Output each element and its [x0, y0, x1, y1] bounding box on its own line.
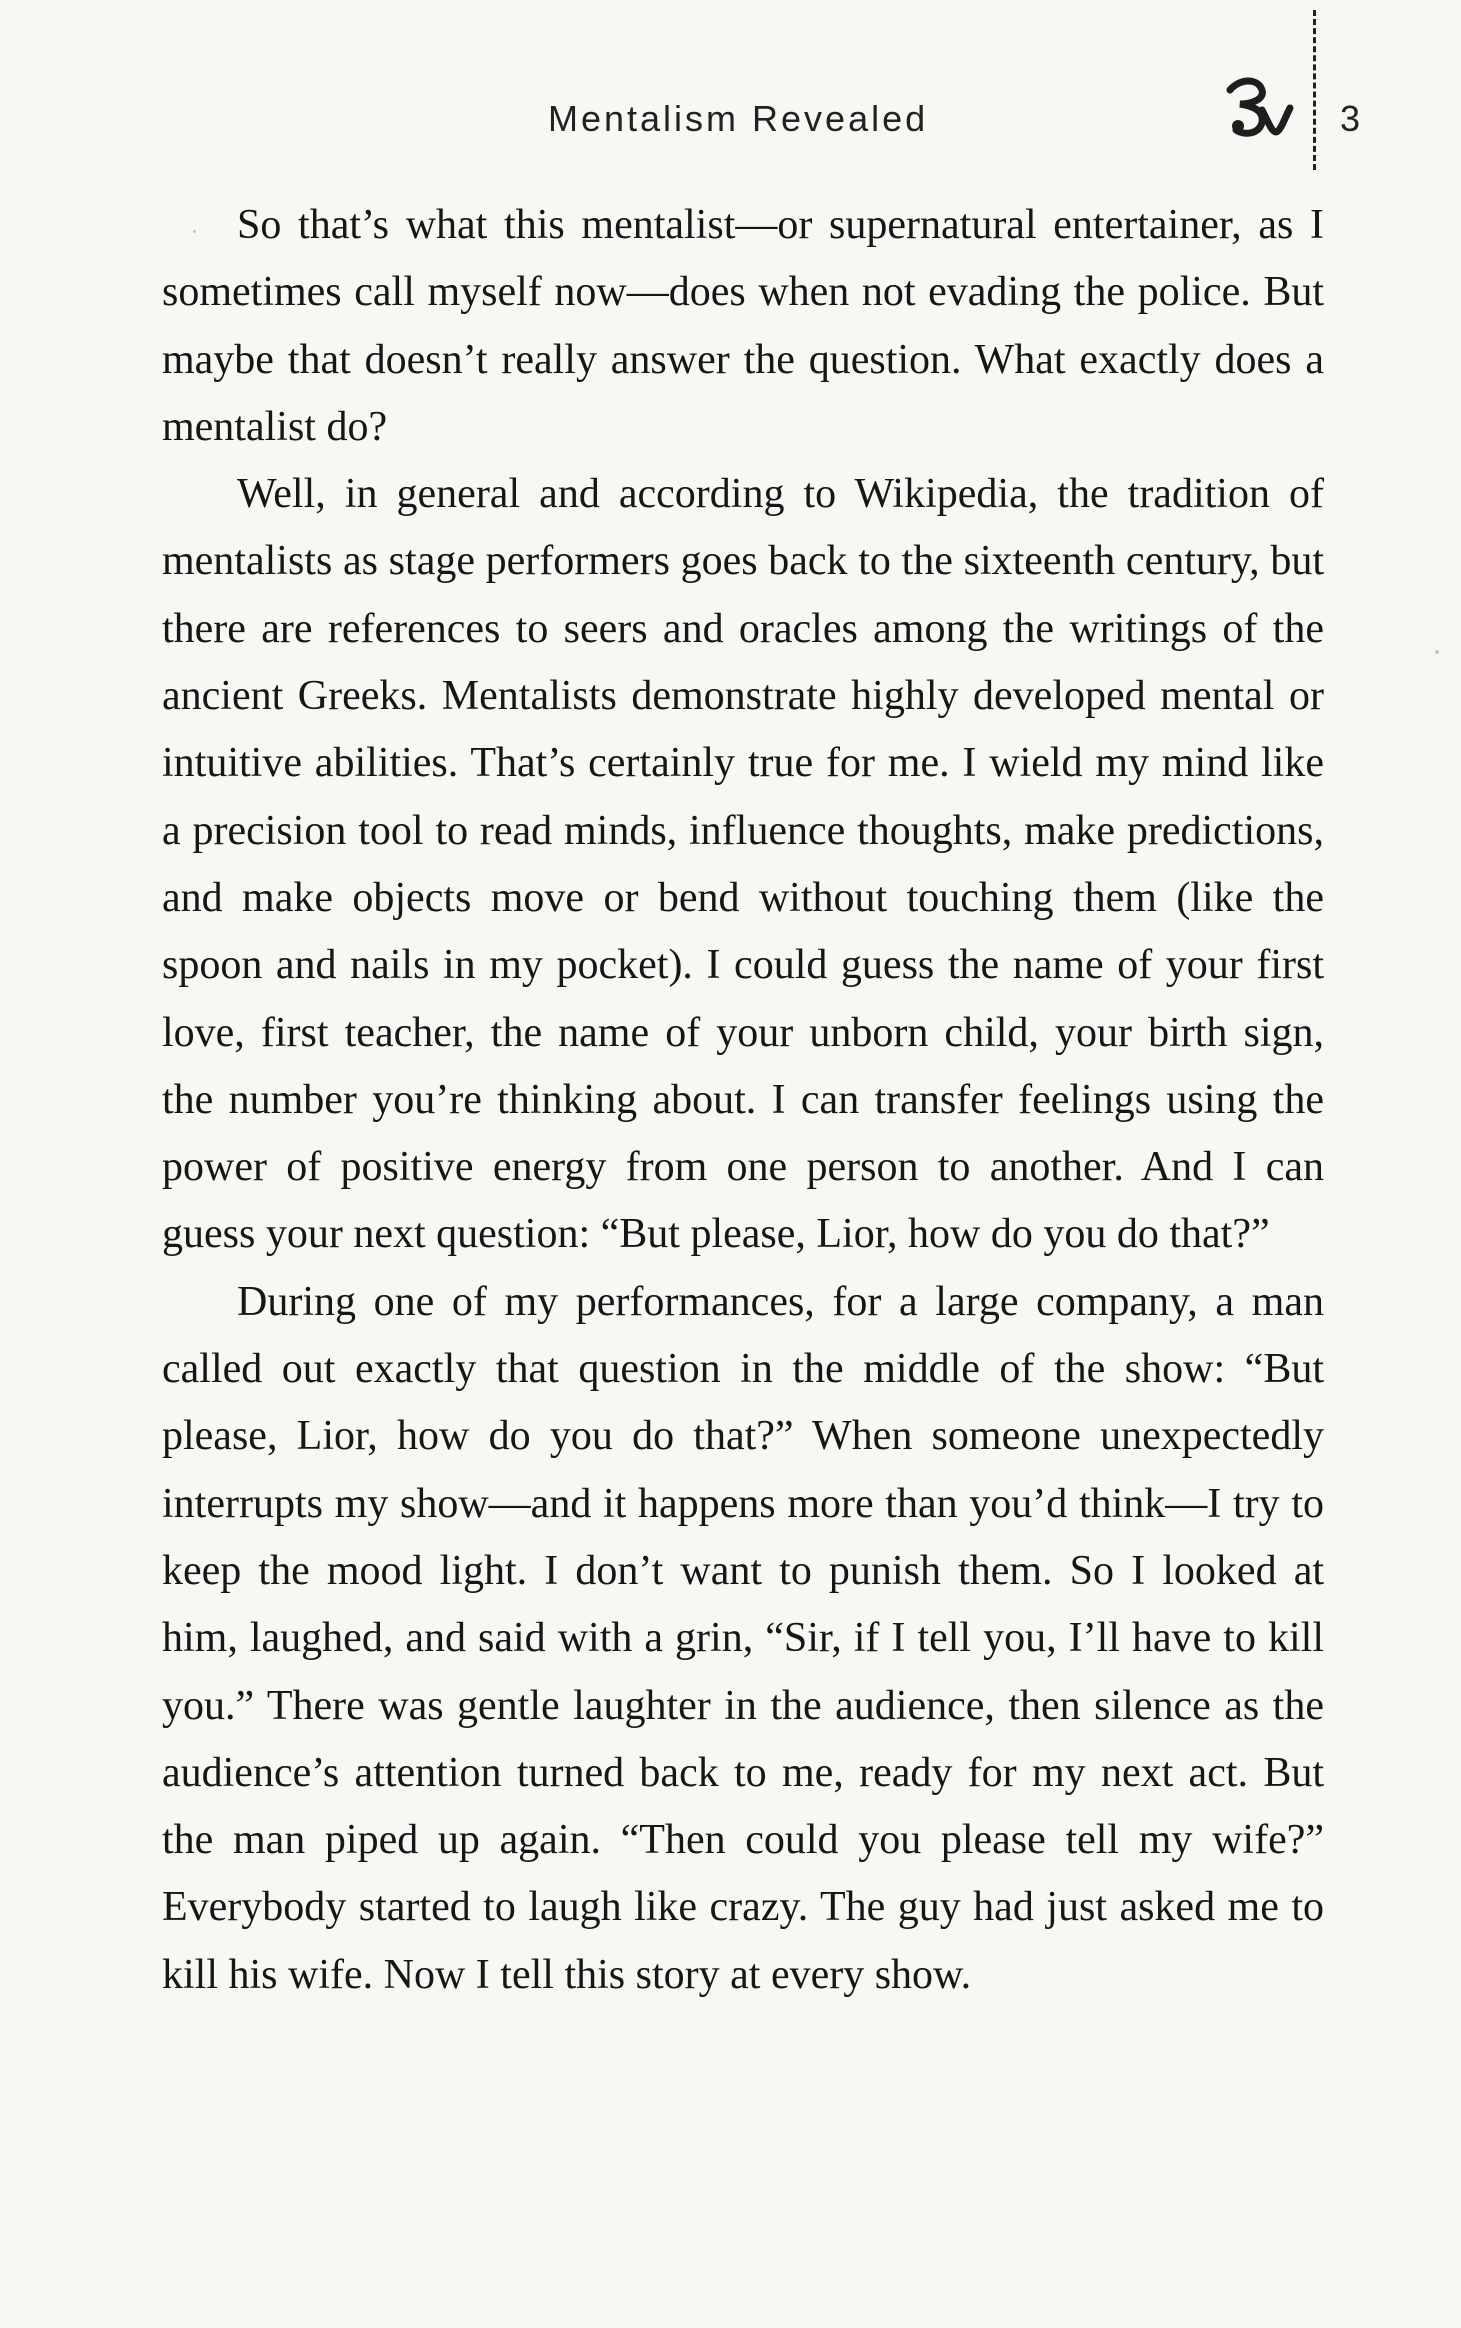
page-header — [0, 88, 1461, 158]
stylized-script-logo-icon — [1210, 70, 1300, 150]
paragraph: So that’s what this mentalist—or supernatural entertainer, as I sometimes call myself now—does when not evading the police. But maybe that doesn’t really answer the question. What exactly does a mentalist do? — [162, 202, 1324, 450]
body-text — [162, 192, 1324, 2009]
paragraph: Well, in general and according to Wikipedia, the tradition of mentalists as stage performers goes back to the sixteenth century, but there are references to seers and oracles among the writings of the ancient Greeks. Mentalists demonstrate highly developed mental or intuitive abilities. That’s certainly true for me. I wield my mind like a precision tool to read minds, influence thoughts, make predictions, and make objects move or bend without touching them (like the spoon and nails in my pocket). I could guess the name of your first love, first teacher, the name of your unborn child, your birth sign, the number you’re thinking about. I can transfer feelings using the power of positive energy from one person to another. And I can guess your next question: “But please, Lior, how do you do that?” — [162, 471, 1324, 1258]
paragraph: During one of my performances, for a large company, a man called out exactly that question in the middle of the show: “But please, Lior, how do you do that?” When someone unexpectedly interrupts my show—and it happens more than you’d think—I try to keep the mood light. I don’t want to punish them. So I looked at him, laughed, and said with a grin, “Sir, if I tell you, I’ll have to kill you.” There was gentle laughter in the audience, then silence as the audience’s attention turned back to me, ready for my next act. But the man piped up again. “Then could you please tell my wife?” Everybody started to laugh like crazy. The guy had just asked me to kill his wife. Now I tell this story at every show. — [162, 1278, 1324, 1998]
page-number: 3 — [1340, 98, 1361, 139]
running-head: Mentalism Revealed — [548, 98, 929, 139]
header-divider — [1313, 10, 1316, 170]
scan-speck — [1435, 650, 1439, 654]
